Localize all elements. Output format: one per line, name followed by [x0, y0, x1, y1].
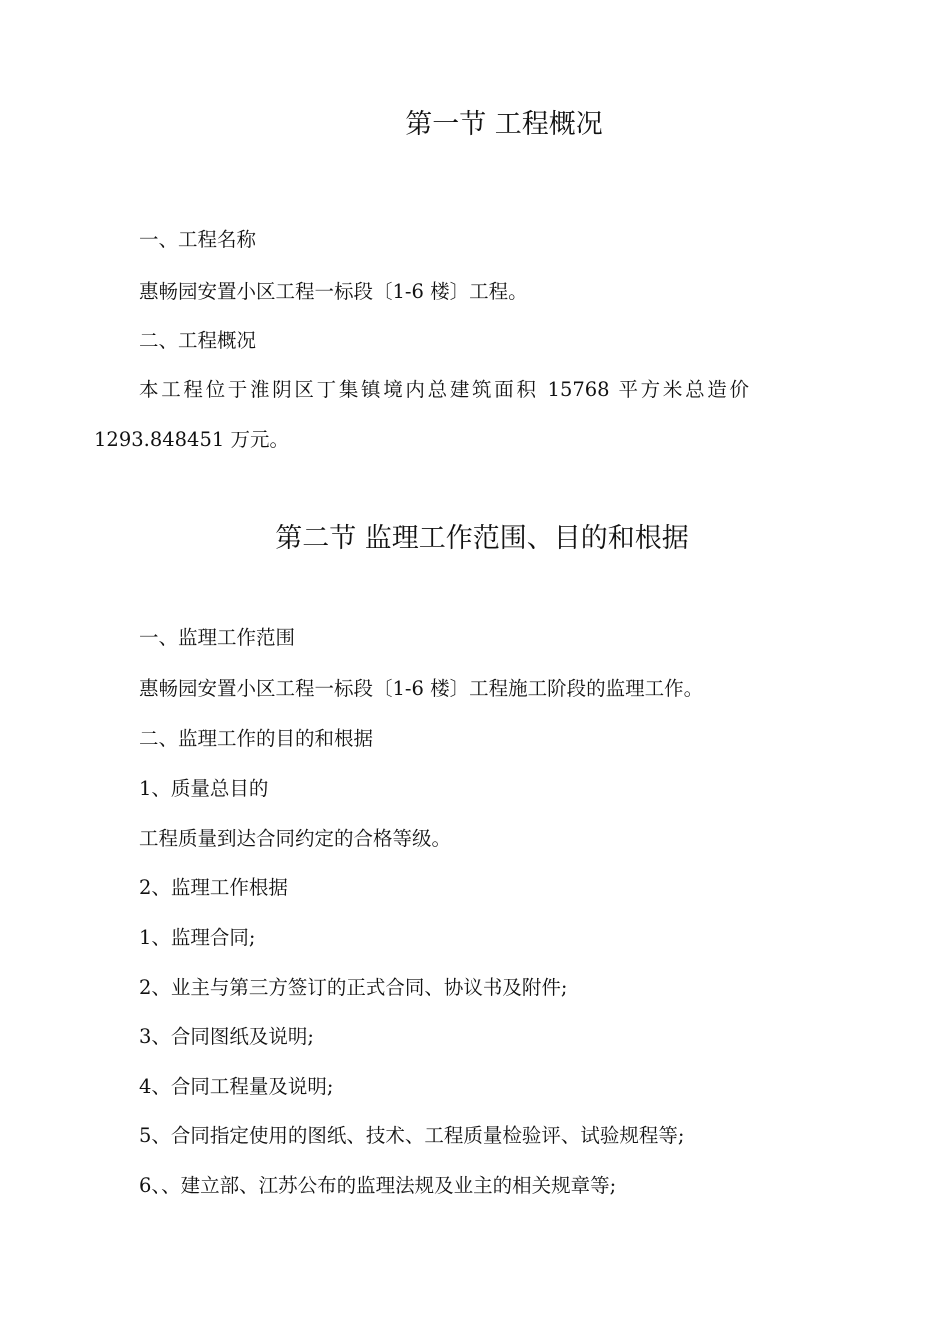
basis-item: 3、合同图纸及说明; — [139, 1025, 314, 1048]
basis-item: 2、业主与第三方签订的正式合同、协议书及附件; — [139, 976, 568, 999]
basis-item: 5、合同指定使用的图纸、技术、工程质量检验评、试验规程等; — [139, 1124, 685, 1147]
section-2-heading-purpose: 二、监理工作的目的和根据 — [139, 727, 374, 750]
section-2-heading-scope: 一、监理工作范围 — [139, 626, 296, 649]
section-2-title: 第二节 监理工作范围、目的和根据 — [275, 523, 689, 554]
section-1-heading-project-name: 一、工程名称 — [139, 228, 257, 251]
section-1-title: 第一节 工程概况 — [405, 109, 603, 140]
scope-text: 惠畅园安置小区工程一标段〔1-6 楼〕工程施工阶段的监理工作。 — [139, 677, 704, 700]
project-name-text: 惠畅园安置小区工程一标段〔1-6 楼〕工程。 — [139, 280, 528, 303]
overview-text-line-2: 1293.848451 万元。 — [94, 428, 289, 451]
basis-item: 4、合同工程量及说明; — [139, 1075, 334, 1098]
quality-goal-heading: 1、质量总目的 — [139, 777, 269, 800]
overview-text-line-1: 本工程位于淮阴区丁集镇境内总建筑面积 15768 平方米总造价 — [139, 378, 749, 401]
basis-item: 1、监理合同; — [139, 926, 256, 949]
basis-item: 6、、建立部、江苏公布的监理法规及业主的相关规章等; — [139, 1174, 617, 1197]
basis-heading: 2、监理工作根据 — [139, 876, 288, 899]
section-1-heading-overview: 二、工程概况 — [139, 329, 257, 352]
quality-goal-text: 工程质量到达合同约定的合格等级。 — [139, 827, 452, 850]
